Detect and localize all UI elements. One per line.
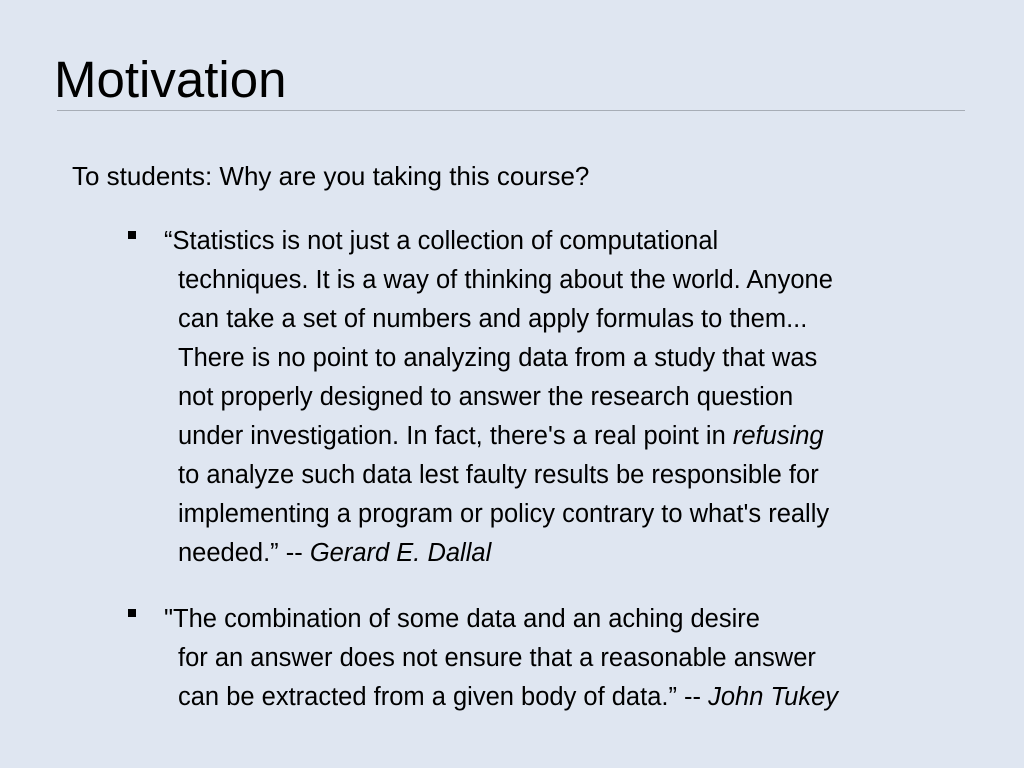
quote-line	[164, 678, 838, 717]
quote-line: can take a set of numbers and apply formulas to them...	[178, 305, 808, 333]
quote-text: can be extracted from a given body of data.” --	[178, 683, 709, 711]
quote-line: to analyze such data lest faulty results be responsible for	[178, 461, 819, 489]
intro-text: To students: Why are you taking this course?	[72, 161, 590, 191]
quote-line: "The combination of some data and an aching desire	[164, 605, 760, 633]
quote-line: “Statistics is not just a collection of computational	[164, 227, 719, 255]
quote-author: Gerard E. Dallal	[309, 539, 492, 567]
quote-line: techniques. It is a way of thinking about the world. Anyone	[178, 266, 833, 294]
quote-text: under investigation. In fact, there's a real point in	[178, 422, 733, 450]
quote-line: implementing a program or policy contrary to what's really	[178, 500, 830, 528]
quote-text: needed.” --	[178, 539, 310, 567]
quote-author: John Tukey	[708, 683, 839, 711]
quote-emphasis: refusing	[732, 422, 824, 450]
quote-line	[164, 534, 833, 573]
quote-line	[164, 417, 833, 456]
quote-line: for an answer does not ensure that a reasonable answer	[178, 644, 816, 672]
quote-line: There is no point to analyzing data from a study that was	[178, 344, 818, 372]
quote-dallal	[164, 222, 833, 573]
quote-tukey	[164, 600, 838, 717]
slide-title: Motivation	[54, 51, 287, 108]
title-divider	[57, 110, 965, 111]
bullet-marker-2	[128, 609, 136, 617]
quote-line: not properly designed to answer the research question	[178, 383, 794, 411]
bullet-marker-1	[128, 231, 136, 239]
